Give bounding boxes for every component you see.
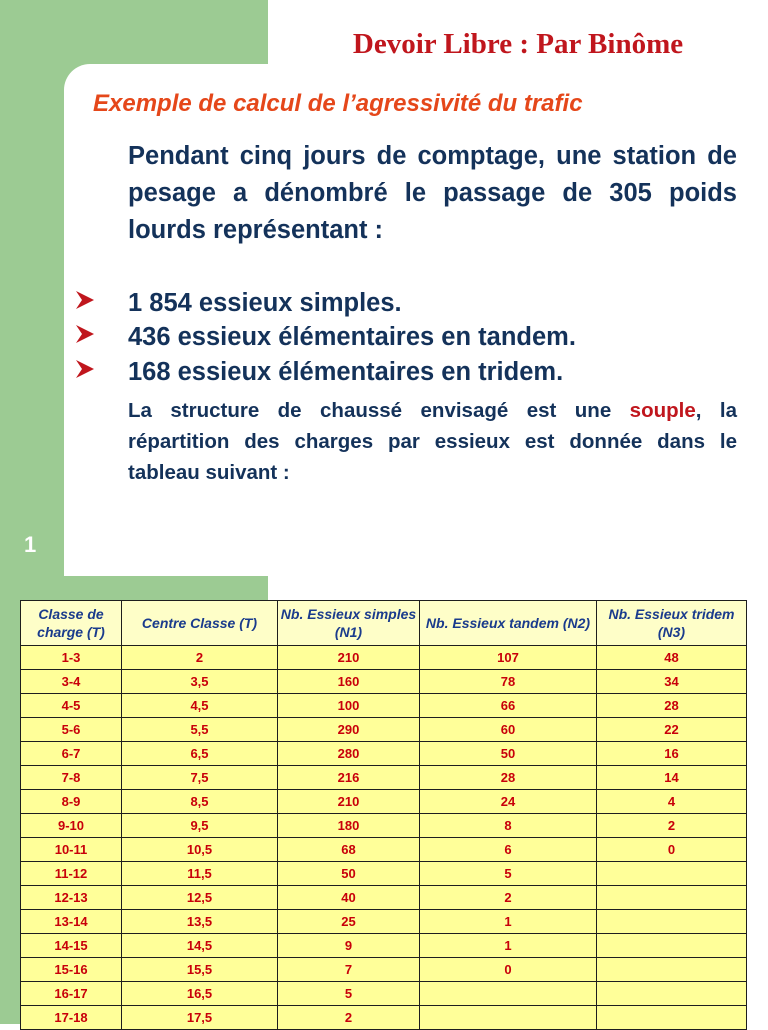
class-center-cell: 7,5 xyxy=(122,766,278,790)
tandem-axles-cell xyxy=(420,1006,597,1030)
slide-number: 1 xyxy=(24,532,37,557)
table-row xyxy=(21,934,747,958)
load-class-cell: 3-4 xyxy=(21,670,122,694)
single-axles-cell: 180 xyxy=(278,814,420,838)
single-axles-cell: 5 xyxy=(278,982,420,1006)
class-center-cell: 12,5 xyxy=(122,886,278,910)
table-row xyxy=(21,790,747,814)
table-row xyxy=(21,670,747,694)
column-header-tridem-axles: Nb. Essieux tridem (N3) xyxy=(597,601,747,646)
arrowhead-bullet-icon xyxy=(76,291,94,309)
table-row xyxy=(21,814,747,838)
class-center-cell: 10,5 xyxy=(122,838,278,862)
single-axles-cell: 68 xyxy=(278,838,420,862)
tandem-axles-cell: 1 xyxy=(420,910,597,934)
class-center-cell: 6,5 xyxy=(122,742,278,766)
single-axles-cell: 9 xyxy=(278,934,420,958)
bullet-text: 436 essieux élémentaires en tandem. xyxy=(128,323,576,351)
tridem-axles-cell xyxy=(597,886,747,910)
tandem-axles-cell: 5 xyxy=(420,862,597,886)
table-row xyxy=(21,742,747,766)
class-center-cell: 14,5 xyxy=(122,934,278,958)
tridem-axles-cell: 2 xyxy=(597,814,747,838)
single-axles-cell: 160 xyxy=(278,670,420,694)
table-row xyxy=(21,766,747,790)
single-axles-cell: 100 xyxy=(278,694,420,718)
tandem-axles-cell: 66 xyxy=(420,694,597,718)
single-axles-cell: 210 xyxy=(278,646,420,670)
load-class-cell: 4-5 xyxy=(21,694,122,718)
single-axles-cell: 25 xyxy=(278,910,420,934)
column-header-single-axles: Nb. Essieux simples (N1) xyxy=(278,601,420,646)
class-center-cell: 15,5 xyxy=(122,958,278,982)
class-center-cell: 11,5 xyxy=(122,862,278,886)
class-center-cell: 3,5 xyxy=(122,670,278,694)
tridem-axles-cell: 34 xyxy=(597,670,747,694)
class-center-cell: 4,5 xyxy=(122,694,278,718)
tandem-axles-cell: 0 xyxy=(420,958,597,982)
load-class-cell: 6-7 xyxy=(21,742,122,766)
load-class-cell: 12-13 xyxy=(21,886,122,910)
load-class-cell: 13-14 xyxy=(21,910,122,934)
tandem-axles-cell: 6 xyxy=(420,838,597,862)
table-row xyxy=(21,958,747,982)
load-class-cell: 5-6 xyxy=(21,718,122,742)
tridem-axles-cell xyxy=(597,910,747,934)
tridem-axles-cell: 28 xyxy=(597,694,747,718)
table-row xyxy=(21,862,747,886)
table-row xyxy=(21,718,747,742)
single-axles-cell: 50 xyxy=(278,862,420,886)
load-class-cell: 10-11 xyxy=(21,838,122,862)
column-header-tandem-axles: Nb. Essieux tandem (N2) xyxy=(420,601,597,646)
structure-keyword: souple xyxy=(629,399,696,422)
tridem-axles-cell: 4 xyxy=(597,790,747,814)
class-center-cell: 17,5 xyxy=(122,1006,278,1030)
table-row xyxy=(21,838,747,862)
intro-paragraph: Pendant cinq jours de comptage, une station de pesage a dénombré le passage de 305 poids lourds représentant : xyxy=(128,142,737,244)
structure-text-after: , la répartition des charges par essieux est donnée dans le tableau suivant : xyxy=(128,399,737,484)
tandem-axles-cell: 28 xyxy=(420,766,597,790)
tandem-axles-cell: 107 xyxy=(420,646,597,670)
column-header-load-class: Classe de charge (T) xyxy=(21,601,122,646)
tridem-axles-cell: 22 xyxy=(597,718,747,742)
single-axles-cell: 210 xyxy=(278,790,420,814)
table-body xyxy=(21,646,747,1030)
load-class-cell: 11-12 xyxy=(21,862,122,886)
arrowhead-bullet-icon xyxy=(76,360,94,378)
single-axles-cell: 280 xyxy=(278,742,420,766)
class-center-cell: 9,5 xyxy=(122,814,278,838)
structure-paragraph xyxy=(128,395,737,488)
tandem-axles-cell: 78 xyxy=(420,670,597,694)
class-center-cell: 8,5 xyxy=(122,790,278,814)
page-title: Devoir Libre : Par Binôme xyxy=(352,28,684,60)
tandem-axles-cell: 60 xyxy=(420,718,597,742)
tandem-axles-cell: 24 xyxy=(420,790,597,814)
single-axles-cell: 2 xyxy=(278,1006,420,1030)
class-center-cell: 5,5 xyxy=(122,718,278,742)
tridem-axles-cell: 16 xyxy=(597,742,747,766)
tridem-axles-cell xyxy=(597,1006,747,1030)
tridem-axles-cell: 14 xyxy=(597,766,747,790)
load-class-cell: 17-18 xyxy=(21,1006,122,1030)
single-axles-cell: 7 xyxy=(278,958,420,982)
slide-subtitle: Exemple de calcul de l’agressivité du trafic xyxy=(93,90,583,117)
load-class-cell: 14-15 xyxy=(21,934,122,958)
tridem-axles-cell xyxy=(597,958,747,982)
table-row xyxy=(21,910,747,934)
class-center-cell: 2 xyxy=(122,646,278,670)
class-center-cell: 16,5 xyxy=(122,982,278,1006)
bullet-text: 168 essieux élémentaires en tridem. xyxy=(128,358,564,386)
table-row xyxy=(21,982,747,1006)
column-header-class-center: Centre Classe (T) xyxy=(122,601,278,646)
bullet-text: 1 854 essieux simples. xyxy=(128,289,402,317)
tandem-axles-cell: 8 xyxy=(420,814,597,838)
tandem-axles-cell: 2 xyxy=(420,886,597,910)
single-axles-cell: 290 xyxy=(278,718,420,742)
single-axles-cell: 40 xyxy=(278,886,420,910)
load-distribution-table xyxy=(20,600,747,1030)
tridem-axles-cell: 0 xyxy=(597,838,747,862)
tandem-axles-cell: 50 xyxy=(420,742,597,766)
tridem-axles-cell: 48 xyxy=(597,646,747,670)
single-axles-cell: 216 xyxy=(278,766,420,790)
arrowhead-bullet-icon xyxy=(76,325,94,343)
table-row xyxy=(21,694,747,718)
tridem-axles-cell xyxy=(597,934,747,958)
class-center-cell: 13,5 xyxy=(122,910,278,934)
structure-text-before: La structure de chaussé envisagé est une xyxy=(128,399,630,422)
load-class-cell: 16-17 xyxy=(21,982,122,1006)
load-class-cell: 1-3 xyxy=(21,646,122,670)
tandem-axles-cell: 1 xyxy=(420,934,597,958)
load-class-cell: 8-9 xyxy=(21,790,122,814)
tandem-axles-cell xyxy=(420,982,597,1006)
load-class-cell: 9-10 xyxy=(21,814,122,838)
table-row xyxy=(21,1006,747,1030)
table-row xyxy=(21,646,747,670)
load-class-cell: 7-8 xyxy=(21,766,122,790)
load-class-cell: 15-16 xyxy=(21,958,122,982)
tridem-axles-cell xyxy=(597,862,747,886)
table-header-row xyxy=(21,601,747,646)
table-row xyxy=(21,886,747,910)
tridem-axles-cell xyxy=(597,982,747,1006)
